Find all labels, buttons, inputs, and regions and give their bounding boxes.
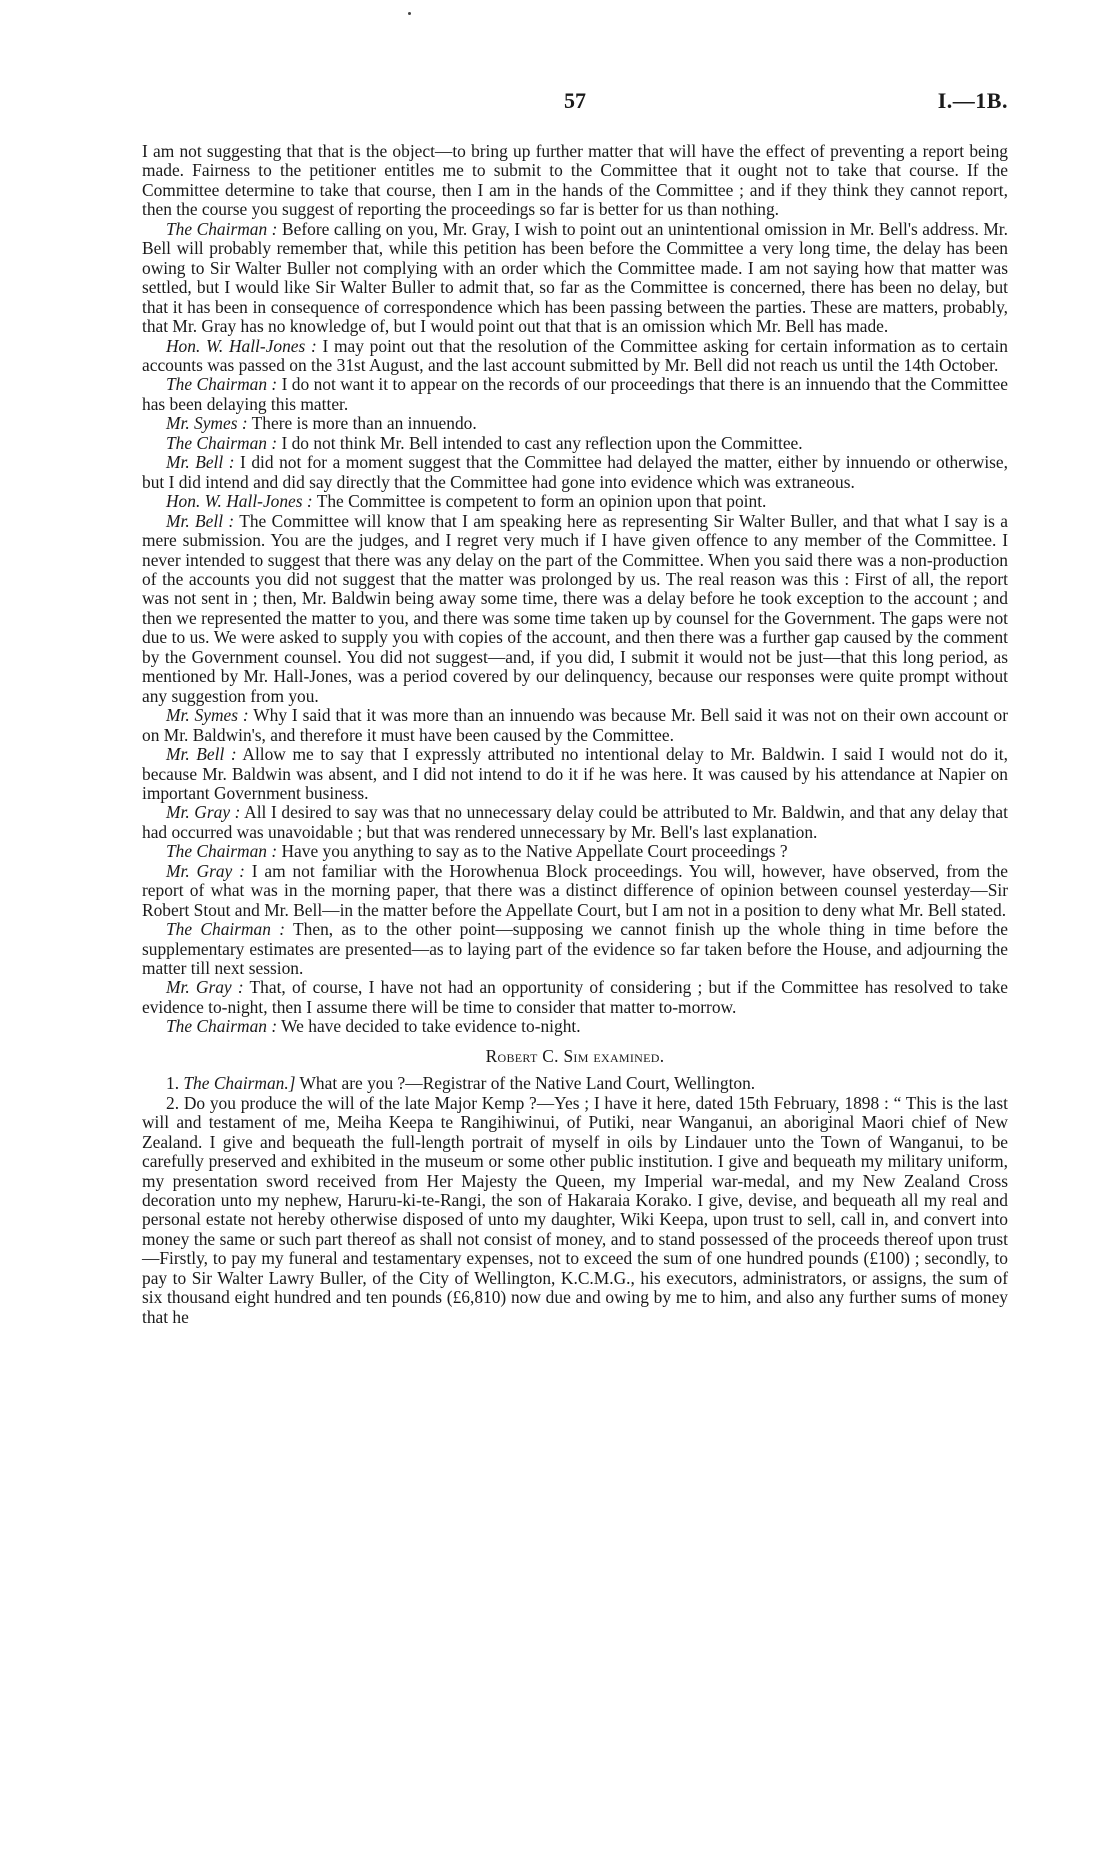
question-number: 1. [166, 1073, 184, 1094]
paragraph-text: Have you anything to say as to the Native Appellate Court proceedings ? [277, 841, 788, 862]
paragraph-text: I am not suggesting that that is the object—to bring up further matter that will have the effect of preventing a report being made. Fairness to the petitioner entitles me to submit to the Committee that it ought not to take that course. If the Committee determine to take that course, then I am in the hands of the Committee ; and if they think they cannot report, then the course you suggest of reporting the proceedings so far is better for us than nothing. [142, 141, 1008, 220]
paragraph-text: There is more than an innuendo. [247, 413, 477, 434]
paragraph-text: Then, as to the other point—supposing we cannot finish up the whole thing in time before the supplementary estimates are presented—as to laying part of the evidence so far taken before the House, and adjourning the matter till next session. [142, 919, 1008, 979]
paragraph-text: 2. Do you produce the will of the late Major Kemp ?—Yes ; I have it here, dated 15th February, 1898 : “ This is the last will and testament of me, Meiha Keepa te Rangihiwinui, of Putiki, near Wanganui, an aboriginal Maori chief of New Zealand. I give and bequeath the full-length portrait of myself in oils by Lindauer unto the Town of Wanganui, to be carefully preserved and exhibited in the museum or some other public institution. I give and bequeath my military uniform, my presentation sword received from Her Majesty the Queen, my Imperial war-medal, and my New Zealand Cross decoration unto my nephew, Haruru-ki-te-Rangi, the son of Hakaraia Korako. I give, devise, and bequeath all my real and personal estate not hereby otherwise disposed of unto my daughter, Wiki Keepa, upon trust to sell, call in, and convert into money the same or such part thereof as shall not consist of money, and to stand possessed of the proceeds thereof upon trust—Firstly, to pay my funeral and testamentary expenses, not to exceed the sum of one hundred pounds (£100) ; secondly, to pay to Sir Walter Lawry Buller, of the City of Wellington, K.C.M.G., his executors, administrators, or assigns, the sum of six thousand eight hundred and ten pounds (£6,810) now due and owing by me to him, and also any further sums of money that he [142, 1092, 1008, 1327]
paragraph [142, 706, 1008, 745]
paragraph [142, 142, 1008, 220]
speaker-name: Mr. Bell : [166, 510, 235, 531]
speaker-name: The Chairman : [166, 374, 278, 395]
paragraph-text: Before calling on you, Mr. Gray, I wish to point out an unintentional omission in Mr. Bell's address. Mr. Bell will probably remember that, while this petition has been before the Committee a very long time, the delay has been owing to Sir Walter Buller not complying with an order which the Committee made. I am not saying how that matter was settled, but I would like Sir Walter Buller to admit that, so far as the Committee is concerned, there has been no delay, but that it has been in consequence of correspondence which has been passing between the parties. These are matters, probably, that Mr. Gray has no knowledge of, but I would point out that that is an omission which Mr. Bell has made. [142, 218, 1008, 337]
paragraph [142, 978, 1008, 1017]
page-header [142, 86, 1008, 116]
page-number: 57 [564, 88, 586, 113]
speaker-name: The Chairman : [166, 841, 278, 862]
speaker-name: Mr. Bell : [166, 744, 237, 765]
question-paragraph [142, 1074, 1008, 1093]
paragraph-text: I do not think Mr. Bell intended to cast any reflection upon the Committee. [277, 432, 803, 453]
paragraph [142, 453, 1008, 492]
paragraph-text: I may point out that the resolution of the Committee asking for certain information as to certain accounts was passed on the 31st August, and the last account submitted by Mr. Bell did not reach us until the 14th October. [142, 335, 1008, 375]
paragraph [142, 1017, 1008, 1036]
paragraph [142, 512, 1008, 707]
paragraph [142, 414, 1008, 433]
paragraph [142, 862, 1008, 920]
speaker-name: Mr. Symes : [166, 705, 249, 726]
paper-reference: I.—1B. [937, 88, 1008, 113]
paragraph-text: The Committee will know that I am speaking here as representing Sir Walter Buller, and that what I say is a mere submission. You are the judges, and I regret very much if I have given offence to any member of the Committee. I never intended to suggest that there was any delay on the part of the Committee. When you said there was a non-production of the accounts you did not suggest that the matter was prolonged by us. The real reason was this : First of all, the report was not sent in ; then, Mr. Baldwin being away some time, there was a delay before he took exception to the account ; and then we represented the matter to you, and there was some time taken up by counsel for the Government. The gaps were not due to us. We were asked to supply you with copies of the account, and then there was a further gap caused by the comment by the Government counsel. You did not suggest—and, if you did, I submit it would not be just—that this long period, as mentioned by Mr. Hall-Jones, was a period covered by our delinquency, because our responses were quite prompt without any suggestion from you. [142, 510, 1008, 706]
speaker-name: The Chairman : [166, 919, 286, 940]
paragraph [142, 920, 1008, 978]
speaker-name: The Chairman : [166, 1016, 278, 1037]
paragraph-text: We have decided to take evidence to-night. [277, 1016, 581, 1037]
paragraph [142, 337, 1008, 376]
speaker-name: Hon. W. Hall-Jones : [166, 491, 313, 512]
speaker-name: The Chairman.] [183, 1073, 296, 1094]
paragraph [142, 492, 1008, 511]
paragraph-text: I did not for a moment suggest that the Committee had delayed the matter, either by innuendo or otherwise, but I did intend and did say directly that the Committee had gone into evidence which was extraneous. [142, 452, 1008, 492]
paragraph-text: I am not familiar with the Horowhenua Block proceedings. You will, however, have observed, from the report of what was in the morning paper, that there was a distinct difference of opinion between counsel yesterday—Sir Robert Stout and Mr. Bell—in the matter before the Appellate Court, but I am not in a position to deny what Mr. Bell stated. [142, 860, 1008, 920]
paragraph [142, 220, 1008, 337]
speaker-name: Hon. W. Hall-Jones : [166, 335, 317, 356]
paragraph-text: The Committee is competent to form an opinion upon that point. [312, 491, 767, 512]
paragraph [142, 745, 1008, 803]
paragraph-text: That, of course, I have not had an opportunity of considering ; but if the Committee has resolved to take evidence to-night, then I assume there will be time to consider that matter to-morrow. [142, 977, 1008, 1017]
speaker-name: Mr. Gray : [166, 977, 244, 998]
speaker-name: Mr. Gray : [166, 860, 245, 881]
speaker-name: Mr. Bell : [166, 452, 235, 473]
paragraph [142, 803, 1008, 842]
speaker-name: Mr. Gray : [166, 802, 241, 823]
paragraph [142, 375, 1008, 414]
paragraph [142, 434, 1008, 453]
paragraph-text: What are you ?—Registrar of the Native Land Court, Wellington. [295, 1073, 756, 1094]
body-text [142, 142, 1008, 1327]
paragraph-text: All I desired to say was that no unnecessary delay could be attributed to Mr. Baldwin, and that any delay that had occurred was unavoidable ; but that was rendered unnecessary by Mr. Bell's last explanation. [142, 802, 1008, 842]
paragraph-text: Allow me to say that I expressly attributed no intentional delay to Mr. Baldwin. I said I would not do it, because Mr. Baldwin was absent, and I did not intend to do it if he was here. It was caused by his attendance at Napier on important Government business. [142, 744, 1008, 803]
speaker-name: Mr. Symes : [166, 413, 248, 434]
question-paragraph [142, 1094, 1008, 1327]
paragraph-text: I do not want it to appear on the records of our proceedings that there is an innuendo that the Committee has been delaying this matter. [142, 374, 1008, 414]
speaker-name: The Chairman : [166, 432, 278, 453]
print-mark [408, 12, 411, 15]
speaker-name: The Chairman : [166, 218, 278, 239]
paragraph [142, 842, 1008, 861]
section-heading: Robert C. Sim examined. [485, 1045, 665, 1066]
paragraph-text: Why I said that it was more than an innuendo was because Mr. Bell said it was not on their own account or on Mr. Baldwin's, and therefore it must have been caused by the Committee. [142, 705, 1008, 745]
